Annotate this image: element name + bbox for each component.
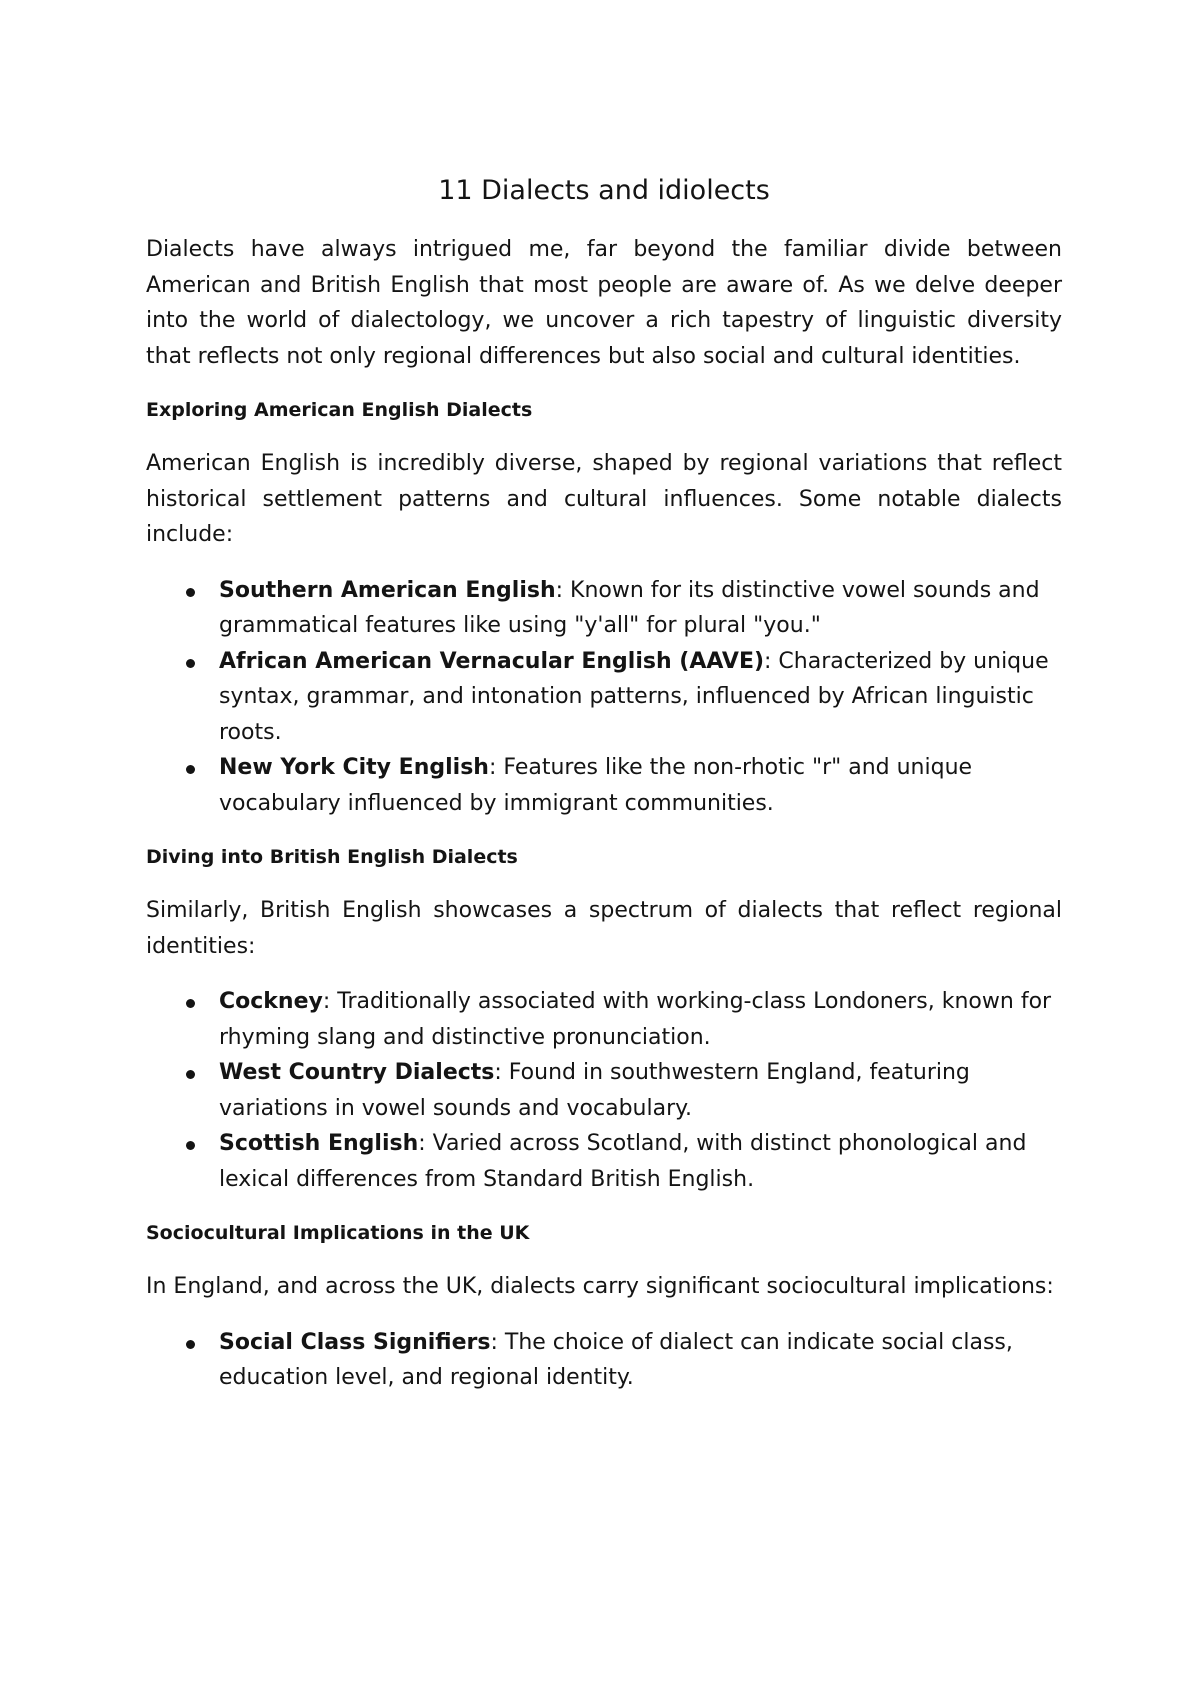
bullet-list-sociocultural [146,1325,1062,1396]
list-item-text: : Characterized by unique syntax, grammar, and intonation patterns, influenced by African linguistic roots. [219,648,1049,745]
list-item-term: West Country Dialects [219,1060,495,1085]
bullet-icon [186,999,195,1008]
list-item [146,573,1062,644]
bullet-icon [186,765,195,774]
list-item-text: : The choice of dialect can indicate social class, education level, and regional identity. [219,1329,1013,1390]
section-paragraph-american: American English is incredibly diverse, shaped by regional variations that reflect historical settlement patterns and cultural influences. Some notable dialects include: [146,451,1062,547]
bullet-icon [186,588,195,597]
list-item-term: Southern American English [219,577,556,603]
bullet-list-british [146,984,1062,1197]
list-item-text: : Found in southwestern England, featuring variations in vowel sounds and vocabulary. [219,1060,970,1121]
document-page [146,172,1062,1417]
list-item [146,750,1062,821]
section-paragraph-british: Similarly, British English showcases a spectrum of dialects that reflect regional identities: [146,898,1062,959]
bullet-list-american [146,573,1062,822]
list-item-text: : Varied across Scotland, with distinct phonological and lexical differences from Standard British English. [219,1131,1027,1192]
section-heading-british: Diving into British English Dialects [146,846,518,868]
document-title: 11 Dialects and idiolects [438,175,770,206]
list-item-text: : Traditionally associated with working-class Londoners, known for rhyming slang and distinctive pronunciation. [219,989,1052,1050]
list-item [146,1325,1062,1396]
section-heading-sociocultural: Sociocultural Implications in the UK [146,1222,530,1244]
list-item [146,984,1062,1055]
list-item-term: Cockney [219,989,323,1014]
bullet-icon [186,1141,195,1150]
list-item-text: : Features like the non-rhotic "r" and unique vocabulary influenced by immigrant communities. [219,755,973,816]
list-item [146,644,1062,751]
list-item-term: African American Vernacular English (AAVE) [219,648,765,674]
bullet-icon [186,659,195,668]
list-item-term: Social Class Signifiers [219,1329,491,1355]
section-heading-american: Exploring American English Dialects [146,399,533,421]
list-item-text: : Known for its distinctive vowel sounds and grammatical features like using "y'all" for plural "you." [219,577,1040,638]
list-item-term: New York City English [219,755,489,780]
bullet-icon [186,1070,195,1079]
section-paragraph-sociocultural: In England, and across the UK, dialects carry significant sociocultural implications: [146,1274,1054,1299]
bullet-icon [186,1340,195,1349]
intro-paragraph: Dialects have always intrigued me, far beyond the familiar divide between American and British English that most people are aware of. As we delve deeper into the world of dialectology, we uncover a rich tapestry of linguistic diversity that reflects not only regional differences but also social and cultural identities. [146,237,1062,369]
list-item [146,1055,1062,1126]
list-item [146,1126,1062,1197]
list-item-term: Scottish English [219,1131,419,1156]
